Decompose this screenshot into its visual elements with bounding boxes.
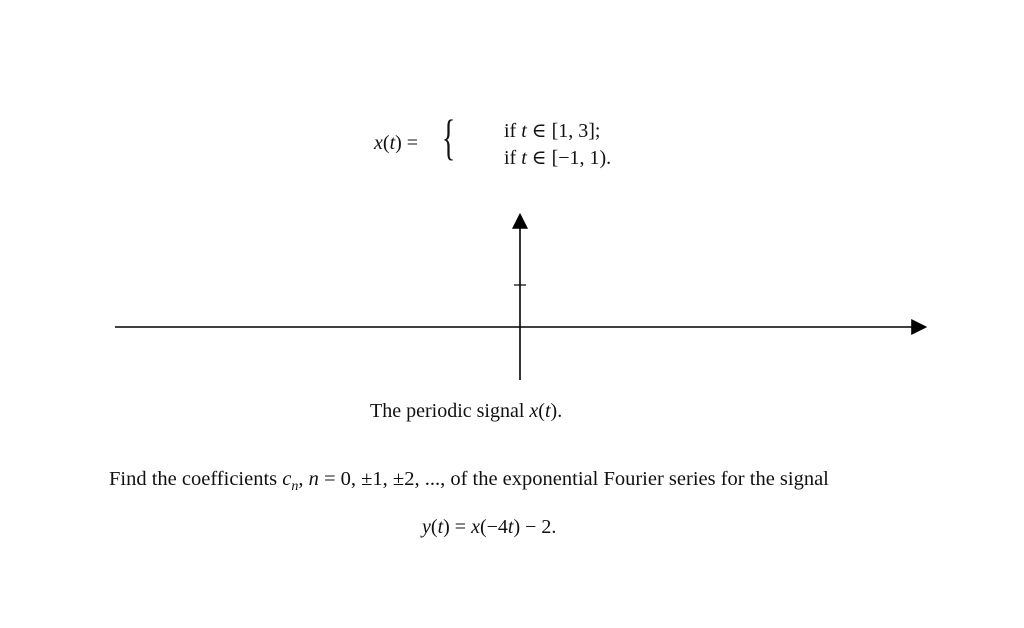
target-equation: y(t) = x(−4t) − 2. bbox=[422, 516, 557, 538]
left-brace: { bbox=[442, 109, 456, 165]
figure-caption bbox=[370, 400, 562, 423]
definition-lhs: x(t) = bbox=[374, 132, 419, 154]
caption-text: The periodic signal x(t). bbox=[370, 400, 563, 422]
signal-figure bbox=[0, 200, 1024, 390]
row-1-condition: if t ∈ [1, 3]; bbox=[504, 120, 601, 142]
row-2-condition: if t ∈ [−1, 1). bbox=[504, 147, 612, 169]
question-text: Find the coefficients $c_n$, n = 0, ±1, ±2, ..., of the exponential Fourier series for the signal bbox=[109, 468, 829, 495]
